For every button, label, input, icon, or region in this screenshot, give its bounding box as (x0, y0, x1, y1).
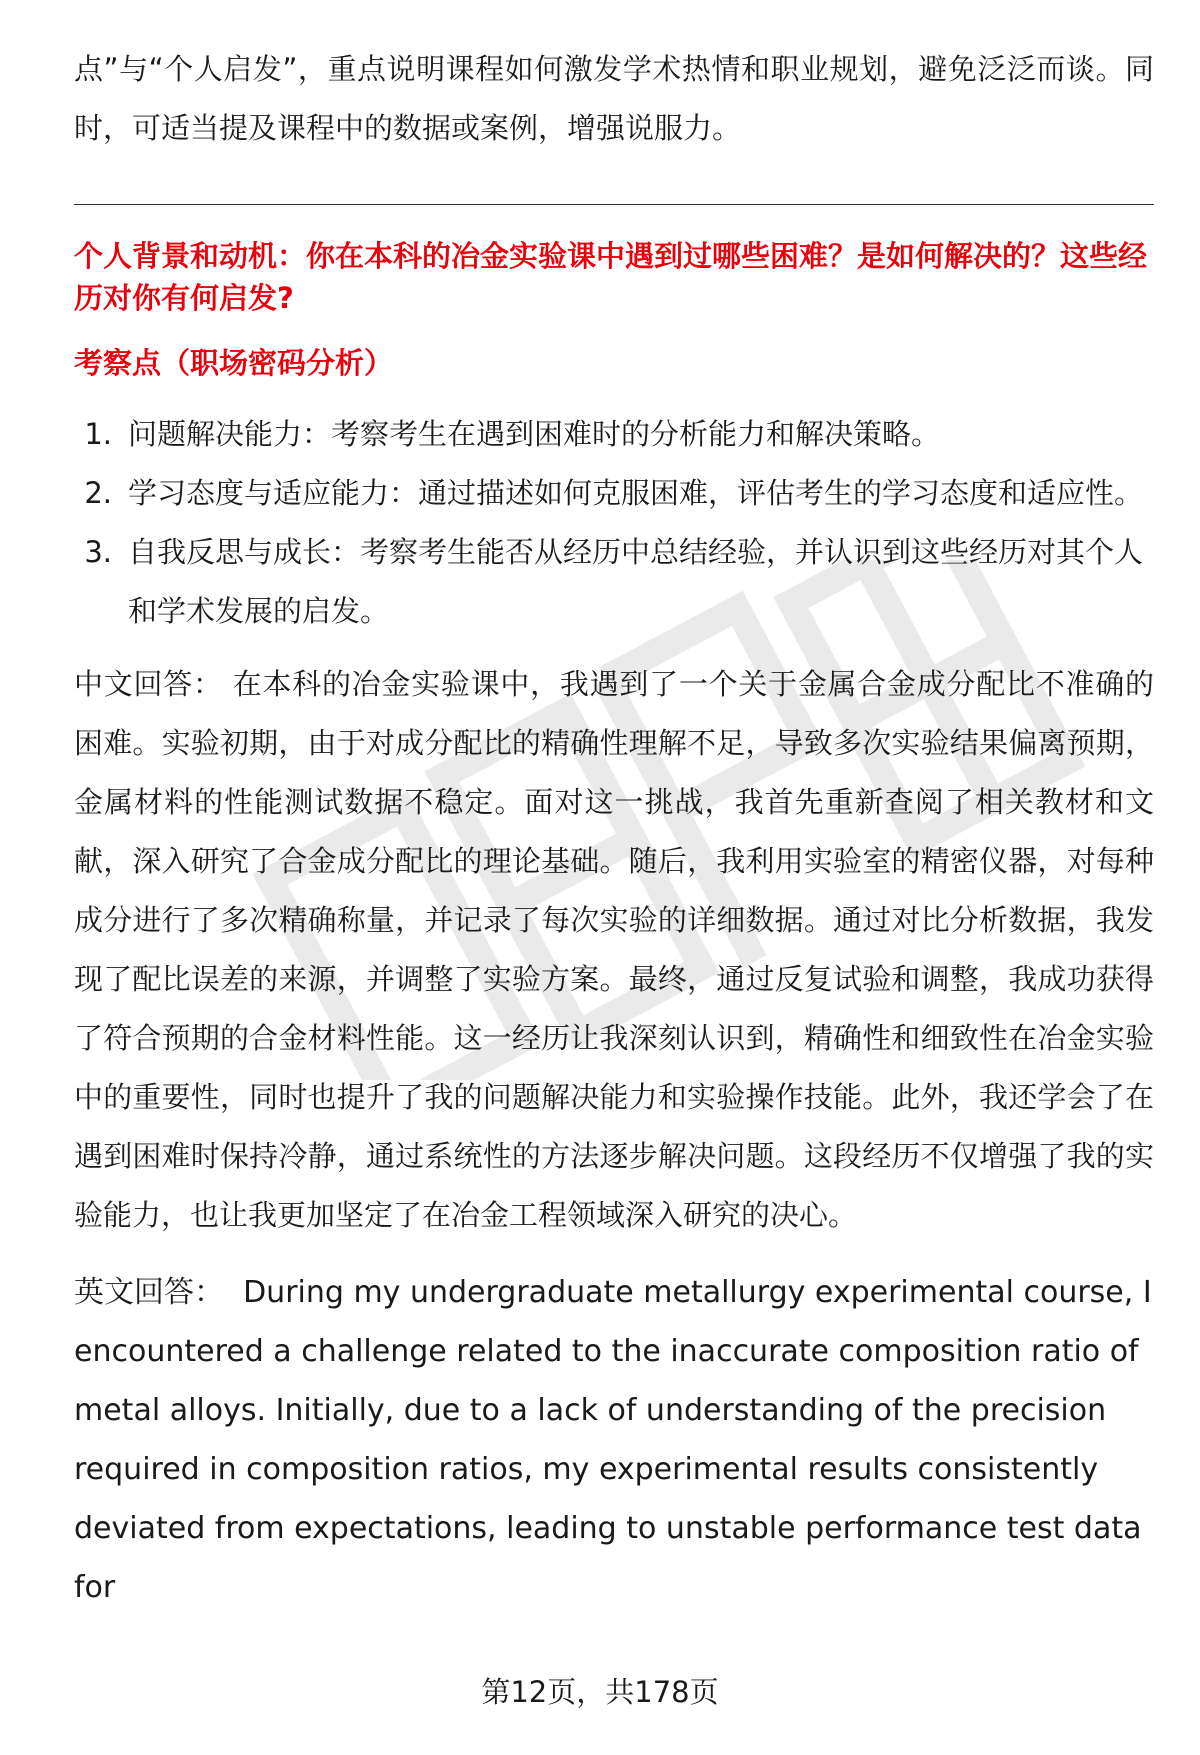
list-item-text: 自我反思与成长：考察考生能否从经历中总结经验，并认识到这些经历对其个人和学术发展的启发。 (128, 535, 1144, 628)
list-item (74, 523, 1154, 641)
list-item-number: 1. (84, 417, 112, 451)
list-item (74, 405, 1154, 464)
assessment-points-title: 考察点（职场密码分析） (74, 346, 394, 380)
english-answer-label: 英文回答： (74, 1275, 224, 1310)
question-heading: 个人背景和动机：你在本科的冶金实验课中遇到过哪些困难？是如何解决的？这些经历对你有何启发? (74, 239, 1148, 315)
assessment-points-list (74, 405, 1154, 641)
english-answer-line: required in composition ratios, my experimental results consistently (74, 1452, 1099, 1487)
english-answer-line: 英文回答： During my undergraduate metallurgy experimental course, I (74, 1275, 1152, 1310)
chinese-answer (74, 655, 1154, 1245)
document-page (74, 40, 1154, 1617)
list-item-number: 2. (84, 476, 112, 510)
english-answer-line: deviated from expectations, leading to unstable performance test data for (74, 1511, 1142, 1605)
list-item (74, 464, 1154, 523)
english-answer-line: metal alloys. Initially, due to a lack of understanding of the precision (74, 1393, 1107, 1428)
chinese-answer-text: 在本科的冶金实验课中，我遇到了一个关于金属合金成分配比不准确的困难。实验初期，由于对成分配比的精确性理解不足，导致多次实验结果偏离预期，金属材料的性能测试数据不稳定。面对这一挑战，我首先重新查阅了相关教材和文献，深入研究了合金成分配比的理论基础。随后，我利用实验室的精密仪器，对每种成分进行了多次精确称量，并记录了每次实验的详细数据。通过对比分析数据，我发现了配比误差的来源，并调整了实验方案。最终，通过反复试验和调整，我成功获得了符合预期的合金材料性能。这一经历让我深刻认识到，精确性和细致性在冶金实验中的重要性，同时也提升了我的问题解决能力和实验操作技能。此外，我还学会了在遇到困难时保持冷静，通过系统性的方法逐步解决问题。这段经历不仅增强了我的实验能力，也让我更加坚定了在冶金工程领域深入研究的决心。 (74, 667, 1154, 1232)
chinese-answer-label: 中文回答： (74, 667, 223, 701)
page-number-footer: 第12页，共178页 (481, 1675, 719, 1709)
list-item-text: 学习态度与适应能力：通过描述如何克服困难，评估考生的学习态度和适应性。 (128, 476, 1144, 510)
section-divider (74, 204, 1154, 205)
english-answer-line: encountered a challenge related to the inaccurate composition ratio of (74, 1334, 1139, 1369)
list-item-text: 问题解决能力：考察考生在遇到困难时的分析能力和解决策略。 (128, 417, 941, 451)
intro-paragraph: 点”与“个人启发”，重点说明课程如何激发学术热情和职业规划，避免泛泛而谈。同时，可适当提及课程中的数据或案例，增强说服力。 (74, 52, 1154, 145)
list-item-number: 3. (84, 535, 112, 569)
english-answer (74, 1263, 1154, 1617)
